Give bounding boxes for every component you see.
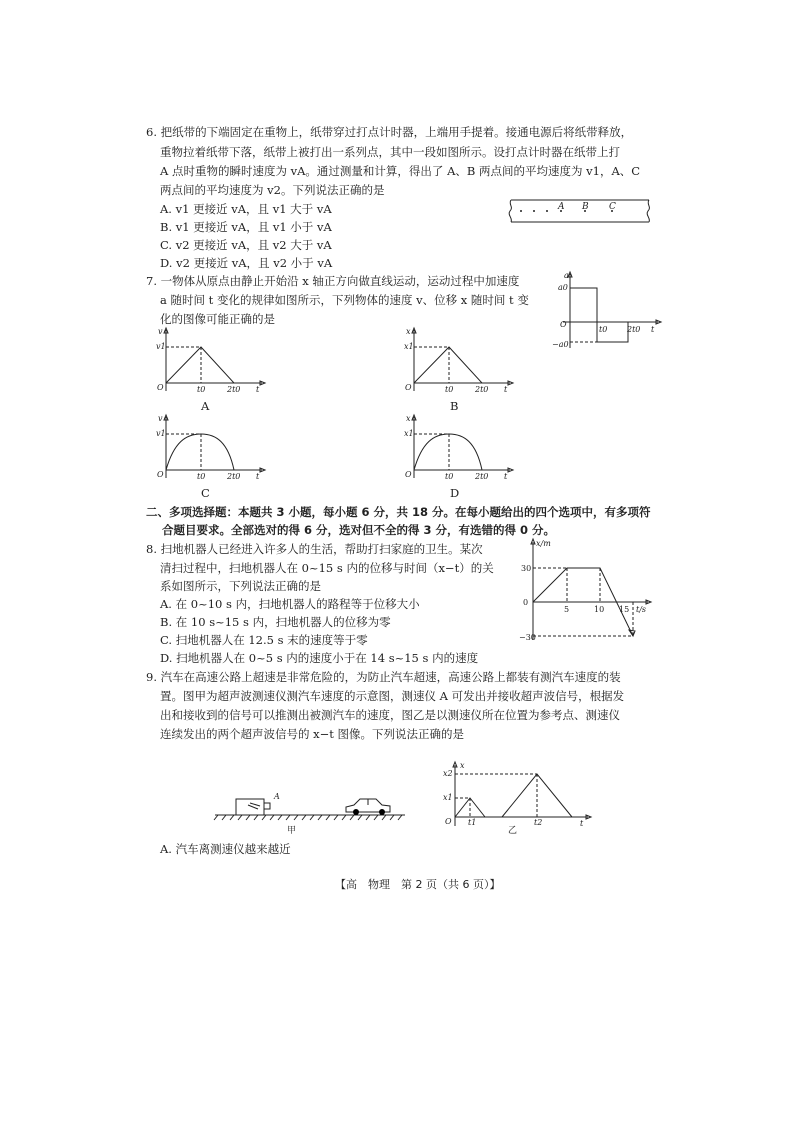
q8-t-axis: t/s bbox=[636, 605, 647, 614]
ga-t0: t0 bbox=[197, 385, 206, 394]
q9-figure-jia bbox=[210, 785, 410, 835]
q9-stem-line-1: 9. 汽车在高速公路上超速是非常危险的，为防止汽车超速，高速公路上都装有测汽车速度的装 bbox=[146, 670, 621, 684]
a-2t0-label: 2t0 bbox=[627, 325, 641, 334]
q8-option-c: C. 扫地机器人在 12.5 s 末的速度等于零 bbox=[160, 633, 368, 647]
q9-figure-yi bbox=[440, 760, 600, 832]
gb-2t0: 2t0 bbox=[475, 385, 489, 394]
gd-origin: O bbox=[405, 470, 412, 479]
yi-origin: O bbox=[445, 817, 452, 826]
gd-t-axis: t bbox=[504, 472, 508, 481]
q9-stem-line-3: 出和接收到的信号可以推测出被测汽车的速度，图乙是以测速仪所在位置为参考点、测速仪 bbox=[160, 708, 620, 722]
q8-y30: 30 bbox=[521, 564, 532, 573]
section2-heading-line-1: 二、多项选择题：本题共 3 小题，每小题 6 分，共 18 分。在每小题给出的四个选项中，有多项符 bbox=[146, 505, 651, 519]
gd-2t0: 2t0 bbox=[475, 472, 489, 481]
yi-t1-label: t1 bbox=[468, 818, 477, 827]
q8-y0: 0 bbox=[523, 598, 529, 607]
q8-stem-line-3: 系如图所示，下列说法正确的是 bbox=[160, 579, 321, 593]
q7-graph-c bbox=[152, 412, 270, 484]
q6-paper-tape-figure bbox=[505, 196, 655, 226]
ga-y-mark: v1 bbox=[156, 342, 166, 351]
gc-origin: O bbox=[157, 470, 164, 479]
q8-option-a: A. 在 0~10 s 内，扫地机器人的路程等于位移大小 bbox=[160, 597, 420, 611]
gb-origin: O bbox=[405, 383, 412, 392]
tape-label-b: B bbox=[582, 202, 589, 212]
q8-option-d: D. 扫地机器人在 0~5 s 内的速度小于在 14 s~15 s 内的速度 bbox=[160, 651, 479, 665]
q7-acceleration-graph bbox=[552, 270, 665, 352]
gc-y-axis: v bbox=[158, 414, 163, 423]
yi-t-axis: t bbox=[580, 819, 584, 828]
q7-graph-c-label: C bbox=[201, 486, 210, 500]
q6-option-d: D. v2 更接近 vA，且 v2 小于 vA bbox=[160, 256, 333, 270]
q6-stem-line-2: 重物拉着纸带下落，纸带上被打出一系列点，其中一段如图所示。设打点计时器在纸带上打 bbox=[160, 145, 620, 159]
q7-stem-line-3: 化的图像可能正确的是 bbox=[160, 312, 275, 326]
gc-t-axis: t bbox=[256, 472, 260, 481]
q6-stem-line-3: A 点时重物的瞬时速度为 vA。通过测量和计算，得出了 A、B 两点间的平均速度为 v1，A、C bbox=[160, 164, 641, 178]
fig-jia-device-label: A bbox=[274, 792, 280, 801]
q8-stem-line-2: 清扫过程中，扫地机器人在 0~15 s 内的位移与时间（x−t）的关 bbox=[160, 561, 494, 575]
fig-jia-caption: 甲 bbox=[287, 826, 297, 836]
gd-t0: t0 bbox=[445, 472, 454, 481]
q8-t15: 15 bbox=[619, 605, 630, 614]
gd-y-axis: x bbox=[406, 414, 411, 423]
gc-y-mark: v1 bbox=[156, 429, 166, 438]
q7-graph-a-label: A bbox=[201, 399, 210, 413]
gc-t0: t0 bbox=[197, 472, 206, 481]
gd-y-mark: x1 bbox=[404, 429, 414, 438]
q7-stem-line-2: a 随时间 t 变化的规律如图所示，下列物体的速度 v、位移 x 随时间 t 变 bbox=[160, 293, 529, 307]
q9-stem-line-4: 连续发出的两个超声波信号的 x−t 图像。下列说法正确的是 bbox=[160, 727, 465, 741]
a-origin-label: O bbox=[560, 320, 567, 329]
fig-yi-caption: 乙 bbox=[508, 826, 518, 836]
q8-displacement-time-graph bbox=[518, 536, 658, 646]
gc-2t0: 2t0 bbox=[227, 472, 241, 481]
q8-stem-line-1: 8. 扫地机器人已经进入许多人的生活，帮助打扫家庭的卫生。某次 bbox=[146, 542, 483, 556]
a-t0-label: t0 bbox=[599, 325, 608, 334]
yi-x-axis: x bbox=[460, 761, 465, 770]
yi-x1-label: x1 bbox=[443, 793, 453, 802]
neg-a0-label: −a0 bbox=[552, 340, 569, 349]
q7-graph-b bbox=[400, 325, 518, 397]
section2-heading-line-2: 合题目要求。全部选对的得 6 分，选对但不全的得 3 分，有选错的得 0 分。 bbox=[162, 523, 556, 537]
gb-y-axis: x bbox=[406, 327, 411, 336]
gb-t0: t0 bbox=[445, 385, 454, 394]
a0-label: a0 bbox=[558, 283, 568, 292]
q8-option-b: B. 在 10 s~15 s 内，扫地机器人的位移为零 bbox=[160, 615, 391, 629]
ga-2t0: 2t0 bbox=[227, 385, 241, 394]
q6-stem-line-1: 6. 把纸带的下端固定在重物上，纸带穿过打点计时器，上端用手提着。接通电源后将纸带释放， bbox=[146, 125, 633, 139]
q6-stem-line-4: 两点间的平均速度为 v2。下列说法正确的是 bbox=[160, 183, 385, 197]
q8-t10: 10 bbox=[594, 605, 605, 614]
a-axis-label: a bbox=[564, 271, 569, 280]
q8-t5: 5 bbox=[564, 605, 570, 614]
q9-stem-line-2: 置。图甲为超声波测速仪测汽车速度的示意图，测速仪 A 可发出并接收超声波信号，根据发 bbox=[160, 689, 625, 703]
q6-option-a: A. v1 更接近 vA，且 v1 大于 vA bbox=[160, 202, 332, 216]
tape-label-c: C bbox=[609, 202, 616, 212]
ga-y-axis: v bbox=[158, 327, 163, 336]
q6-option-c: C. v2 更接近 vA，且 v2 大于 vA bbox=[160, 238, 332, 252]
yi-t2-label: t2 bbox=[534, 818, 543, 827]
q7-graph-a bbox=[152, 325, 270, 397]
q8-y-axis: x/m bbox=[536, 539, 551, 548]
q6-option-b: B. v1 更接近 vA，且 v1 小于 vA bbox=[160, 220, 332, 234]
q7-graph-d-label: D bbox=[450, 486, 460, 500]
ga-t-axis: t bbox=[256, 385, 260, 394]
gb-t-axis: t bbox=[504, 385, 508, 394]
gb-y-mark: x1 bbox=[404, 342, 414, 351]
page-footer: 【高 物理 第 2 页（共 6 页）】 bbox=[335, 878, 501, 891]
q9-option-a: A. 汽车离测速仪越来越近 bbox=[160, 842, 291, 856]
ga-origin: O bbox=[157, 383, 164, 392]
a-t-axis-label: t bbox=[651, 325, 655, 334]
q7-graph-b-label: B bbox=[450, 399, 459, 413]
q7-graph-d bbox=[400, 412, 518, 484]
yi-x2-label: x2 bbox=[443, 769, 453, 778]
q7-stem-line-1: 7. 一物体从原点由静止开始沿 x 轴正方向做直线运动，运动过程中加速度 bbox=[146, 274, 520, 288]
q8-yneg30: −30 bbox=[519, 633, 536, 642]
tape-label-a: A bbox=[558, 202, 565, 212]
